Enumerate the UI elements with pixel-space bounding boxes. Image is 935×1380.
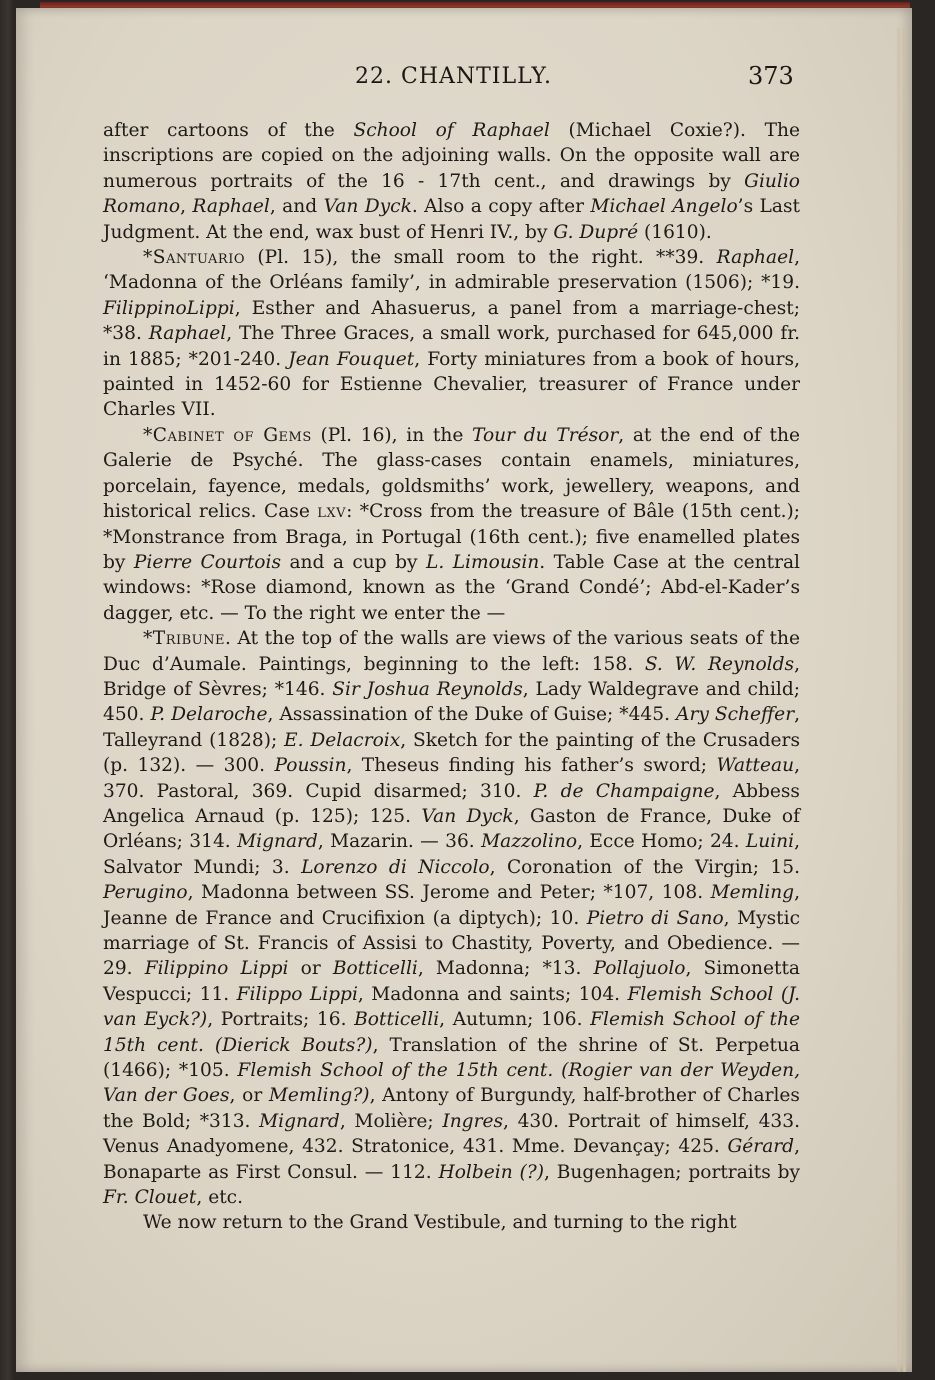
paragraph [103, 626, 800, 1210]
italic-text: Ingres [442, 1110, 504, 1132]
paragraph [103, 118, 800, 245]
italic-text: Perugino [103, 882, 188, 904]
text-run: , Bugenhagen; portraits by [544, 1161, 800, 1183]
text-run: , Lady Waldegrave and child; 450. [103, 678, 801, 726]
italic-text: Fr. Clouet [103, 1187, 197, 1209]
text-run: , Madonna and saints; 104. [357, 983, 628, 1005]
italic-text: Luini [745, 831, 795, 853]
italic-text: Botticelli [332, 958, 418, 980]
text-run: , Mazarin. — 36. [317, 831, 482, 853]
body-text [103, 118, 800, 1236]
text-run: (Michael Coxie?). The inscriptions are copied on the adjoining walls. On the opposite wall are numerous portraits of the 16 - 17th cent., and drawings by [103, 120, 800, 192]
text-run: , Coronation of the Virgin; 15. [489, 856, 800, 878]
italic-text: Filippino Lippi [144, 958, 289, 980]
text-run: , The Three Graces, a small work, purchased for 645,000 fr. in 1885; *201-240. [103, 323, 800, 370]
italic-text: E. Delacroix [284, 729, 401, 751]
italic-text: Mignard [237, 831, 318, 853]
italic-text: Pierre Courtois [133, 551, 281, 573]
text-run: , Theseus finding his father’s sword; [346, 755, 717, 777]
italic-text: G. Dupré [553, 221, 639, 243]
text-run: , Portraits; 16. [207, 1009, 355, 1031]
text-run: and a cup by [281, 551, 426, 573]
italic-text: Raphael [148, 323, 227, 345]
italic-text: Sir Joshua Reynolds [332, 678, 523, 700]
text-run: , Assassination of the Duke of Guise; *445. [267, 704, 677, 726]
text-run: (1610). [638, 221, 712, 243]
text-run: , 370. Pastoral, 369. Cupid disarmed; 310. [103, 755, 801, 802]
italic-text: Flemish School of the 15th cent. (Rogier van der Weyden, Van der Goes [103, 1060, 800, 1107]
text-run: , Bridge of Sèvres; *146. [103, 653, 800, 700]
text-run: , Jeanne de France and Crucifixion (a diptych); 10. [103, 882, 800, 929]
italic-text: Van Dyck [323, 196, 412, 218]
italic-text: School of Raphael [353, 120, 550, 141]
text-run: , Gaston de France, Duke of Orléans; 314. [103, 805, 801, 853]
text-run: , [180, 196, 193, 218]
page-number: 373 [748, 62, 794, 90]
italic-text: P. de Champaigne [533, 780, 715, 802]
small-caps-heading: *Santuario [143, 247, 245, 269]
page-edge-line [897, 28, 900, 1372]
text-run: , ‘Madonna of the Orléans family’, in admirable preservation (1506); *19. [103, 247, 800, 294]
italic-text: S. W. Reynolds [644, 653, 795, 675]
text-run: , Madonna; *13. [417, 958, 594, 980]
text-run: , and [269, 196, 324, 218]
text-run: , Esther and Ahasuerus, a panel from a marriage-chest; *38. [103, 297, 800, 345]
running-head: 22. CHANTILLY. [355, 64, 552, 89]
italic-text: Botticelli [354, 1009, 440, 1031]
text-run: . At the top of the walls are views of the various seats of the Duc d’Aumale. Paintings, beginning to the left: 158. [103, 628, 800, 675]
text-run: , Sketch for the painting of the Crusaders (p. 132). — 300. [103, 729, 800, 777]
small-caps-heading: *Tribune [143, 628, 225, 650]
text-run: , Forty miniatures from a book of hours, painted in 1452-60 for Estienne Chevalier, treasurer of France under Charles VII. [103, 348, 800, 421]
text-run: (Pl. 15), the small room to the right. **39. [245, 247, 717, 269]
italic-text: Poussin [274, 755, 347, 777]
text-run: , Mystic marriage of St. Francis of Assisi to Chastity, Poverty, and Obedience. — 29. [103, 907, 800, 980]
small-caps-heading: lxv [317, 501, 347, 523]
text-run: , Antony of Burgundy, half-brother of Charles the Bold; *313. [103, 1085, 800, 1132]
text-run: , at the end of the Galerie de Psyché. The glass-cases contain enamels, miniatures, porcelain, fayence, medals, goldsmiths’ work, jewellery, weapons, and historical relics. Case [103, 424, 801, 523]
italic-text: Filippo Lippi [236, 983, 358, 1005]
italic-text: Memling?) [268, 1085, 370, 1107]
text-run: , Translation of the shrine of St. Perpetua (1466); *105. [103, 1034, 800, 1082]
italic-text: Flemish School of the 15th cent. (Dierick Bouts?) [103, 1009, 800, 1056]
italic-text: FilippinoLippi [103, 297, 235, 319]
italic-text: Lorenzo di Niccolo [301, 856, 490, 878]
italic-text: Mazzolino [481, 831, 578, 853]
italic-text: Pietro di Sano [586, 907, 724, 929]
text-run: , etc. [196, 1187, 244, 1209]
italic-text: L. Limousin [426, 551, 540, 573]
paragraph [103, 423, 800, 626]
text-run: , Autumn; 106. [439, 1009, 591, 1031]
italic-text: Flemish School (J. van Eyck?) [103, 983, 800, 1031]
italic-text: Jean Fouquet [288, 348, 415, 370]
text-run: , Simonetta Vespucci; 11. [103, 958, 801, 1005]
italic-text: P. Delaroche [150, 704, 268, 726]
text-run: , Ecce Homo; 24. [577, 831, 746, 853]
italic-text: Ary Scheffer [676, 704, 795, 726]
text-run: , or [229, 1085, 269, 1107]
italic-text: Watteau [716, 755, 795, 777]
small-caps-heading: *Cabinet of Gems [143, 424, 312, 446]
italic-text: Mignard [259, 1110, 340, 1132]
italic-text: Tour du Trésor [472, 424, 619, 446]
page-header [0, 60, 935, 100]
text-run: : *Cross from the treasure of Bâle (15th cent.); *Monstrance from Braga, in Portugal (16th cent.); five enamelled plates by [103, 501, 801, 573]
italic-text: Pollajuolo [593, 958, 686, 980]
text-run: after cartoons of the [103, 120, 354, 141]
italic-text: Giulio Romano [103, 170, 800, 218]
text-run: , Talleyrand (1828); [103, 704, 801, 751]
text-run: . Table Case at the central windows: *Rose diamond, known as the ‘Grand Condé’; Abd-el-Kader’s dagger, etc. — To the right we enter the — [103, 551, 800, 624]
italic-text: Gérard [727, 1136, 795, 1158]
text-run: , Abbess Angelica Arnaud (p. 125); 125. [103, 780, 800, 827]
text-run: , Bonaparte as First Consul. — 112. [103, 1136, 800, 1183]
text-run: , Madonna between SS. Jerome and Peter; *107, 108. [187, 882, 711, 904]
text-run: , 430. Portrait of himself, 433. Venus Anadyomene, 432. Stratonice, 431. Mme. Devançay; 425. [103, 1110, 800, 1158]
page-edge-line [903, 28, 906, 1372]
text-run: ’s Last Judgment. At the end, wax bust of Henri IV., by [103, 196, 800, 243]
italic-text: Van Dyck [421, 805, 514, 827]
text-run: We now return to the Grand Vestibule, and turning to the right [143, 1212, 737, 1234]
paragraph [103, 245, 800, 423]
text-run: or [288, 958, 333, 980]
text-run: . Also a copy after [411, 196, 591, 218]
text-run: , Molière; [339, 1110, 443, 1132]
italic-text: Michael Angelo [590, 196, 738, 218]
italic-text: Holbein (?) [438, 1161, 545, 1183]
paragraph [103, 1210, 800, 1235]
italic-text: Raphael [192, 196, 270, 218]
text-run: , Salvator Mundi; 3. [103, 831, 801, 878]
italic-text: Raphael [716, 247, 795, 269]
italic-text: Memling [710, 882, 795, 904]
text-run: (Pl. 16), in the [311, 424, 473, 446]
